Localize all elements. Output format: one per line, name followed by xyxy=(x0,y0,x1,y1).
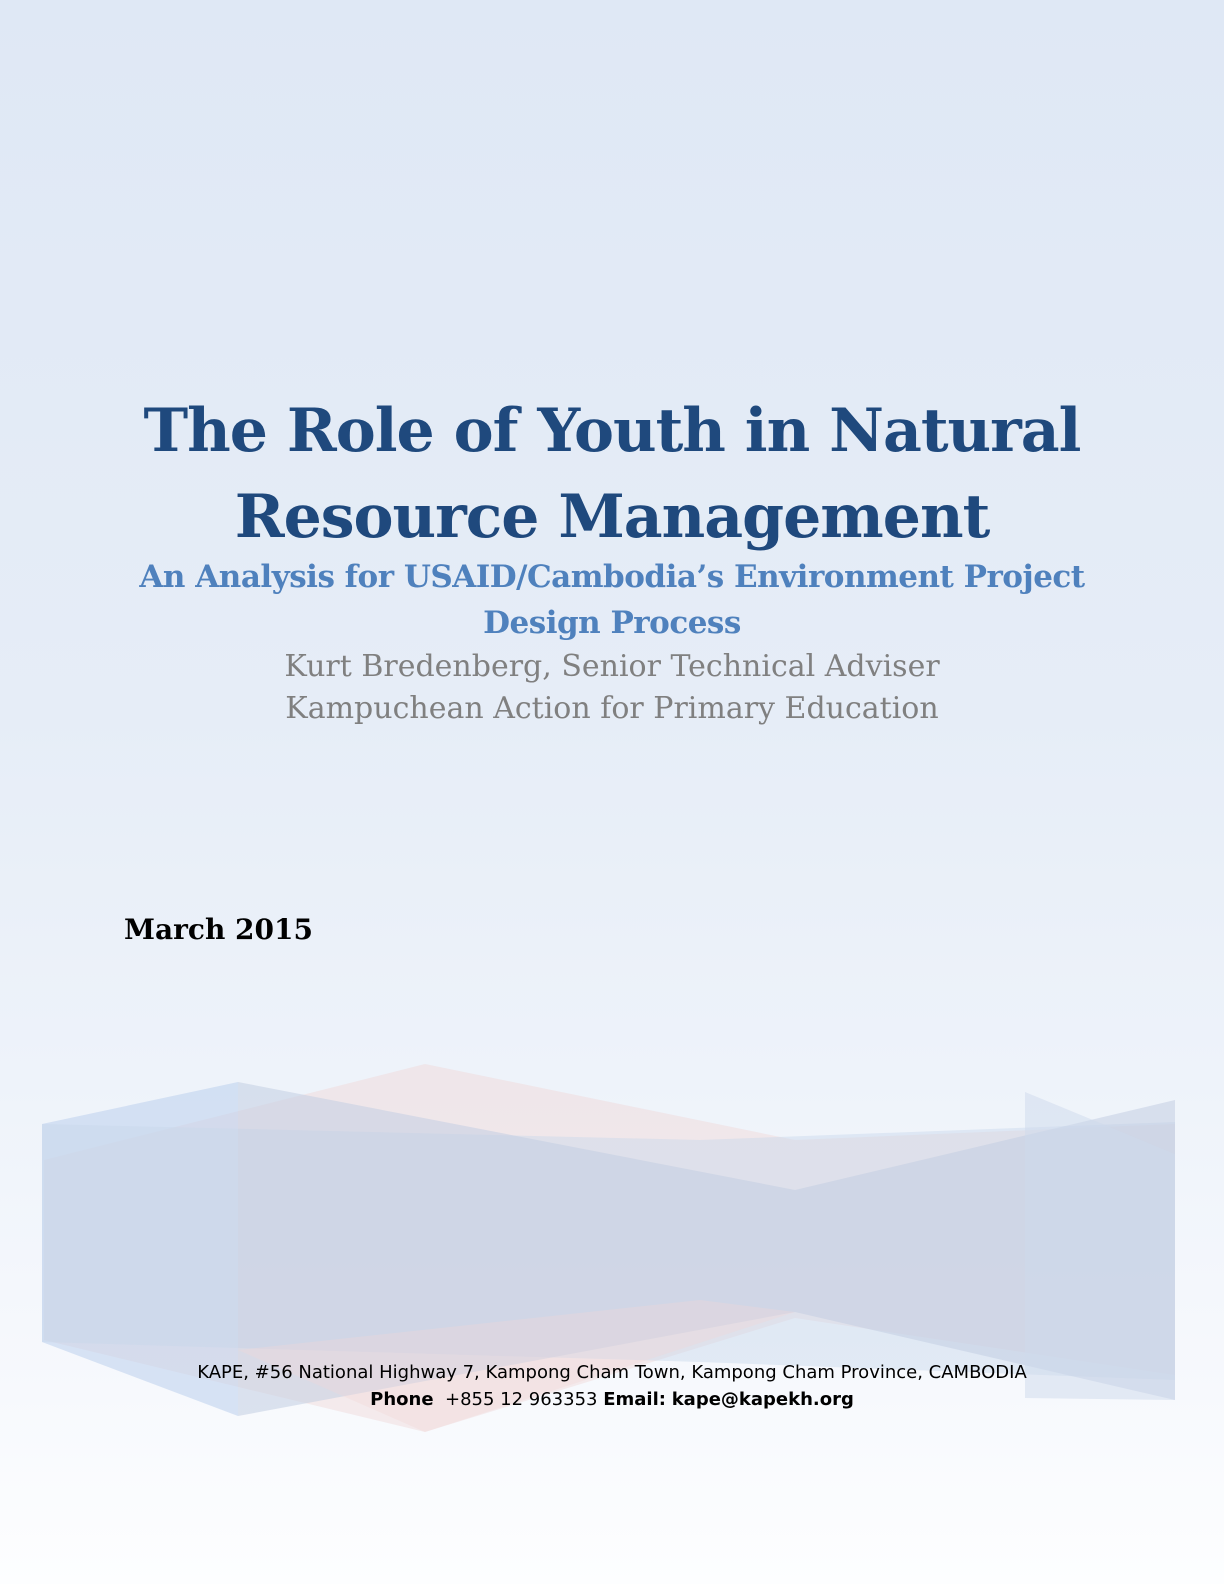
title-line-1: The Role of Youth in Natural xyxy=(143,396,1081,466)
email-value: kape@kapekh.org xyxy=(671,1389,854,1410)
footer-contact xyxy=(60,1386,1164,1413)
publication-date: March 2015 xyxy=(124,913,313,946)
organization-line: Kampuchean Action for Primary Education xyxy=(285,691,939,726)
email-label: Email: xyxy=(603,1389,666,1410)
phone-label: Phone xyxy=(370,1389,434,1410)
subtitle-line-2: Design Process xyxy=(483,605,741,641)
document-title xyxy=(60,388,1164,560)
author-line: Kurt Bredenberg, Senior Technical Adviser xyxy=(284,649,940,684)
title-line-2: Resource Management xyxy=(234,482,990,552)
phone-value: +855 12 963353 xyxy=(444,1389,598,1410)
document-subtitle xyxy=(60,554,1164,646)
footer-address: KAPE, #56 National Highway 7, Kampong Cham Town, Kampong Cham Province, CAMBODIA xyxy=(197,1362,1027,1383)
subtitle-line-1: An Analysis for USAID/Cambodia’s Environment Project xyxy=(139,559,1085,595)
